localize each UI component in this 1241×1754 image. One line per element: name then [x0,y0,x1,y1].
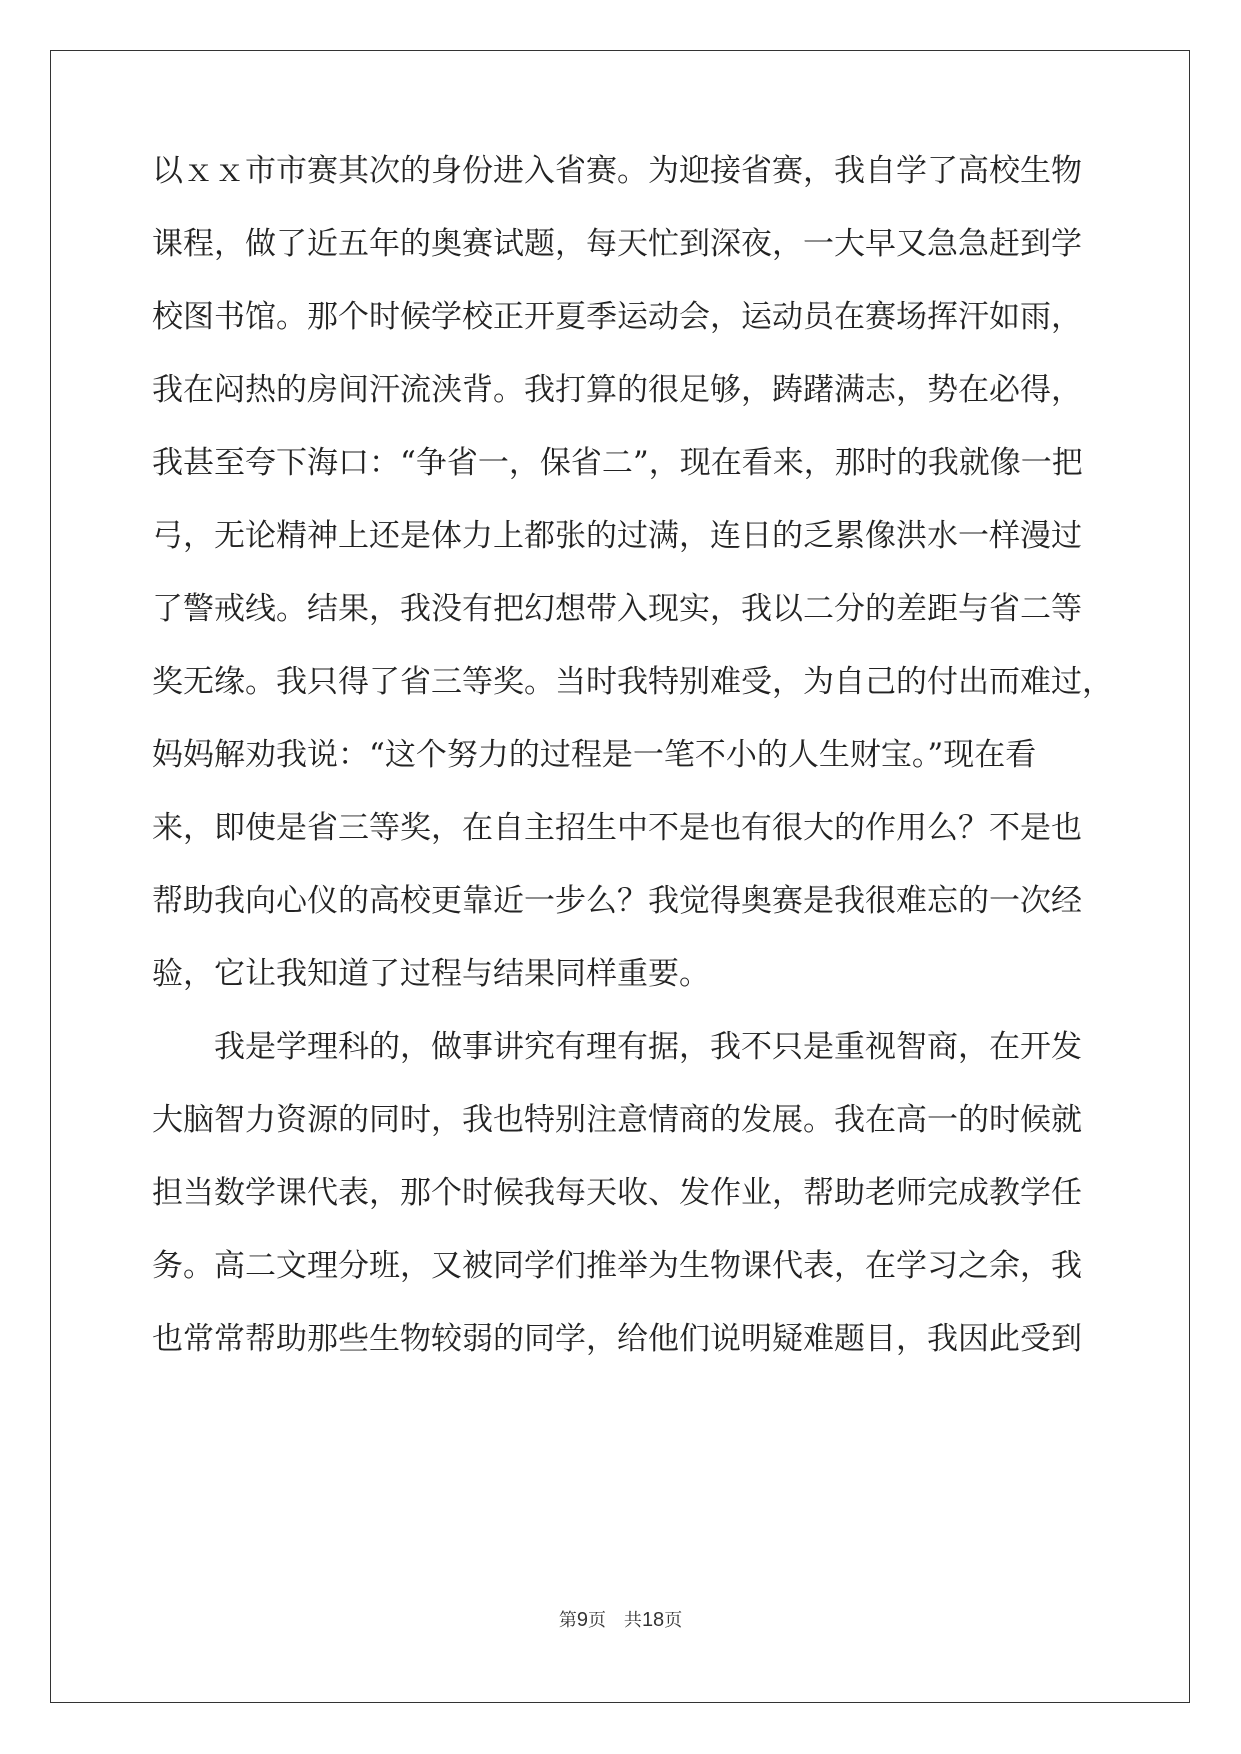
current-page-number: 9 [576,1609,588,1631]
text-line: 妈妈解劝我说：“这个努力的过程是一笔不小的人生财宝。”现在看 [152,737,1037,773]
footer-suffix: 页 [664,1610,683,1631]
text-line: 帮助我向心仪的高校更靠近一步么？我觉得奥赛是我很难忘的一次经 [152,883,1082,919]
text-line: 校图书馆。那个时候学校正开夏季运动会，运动员在赛场挥汗如雨， [152,299,1082,335]
text-line: 验，它让我知道了过程与结果同样重要。 [152,956,710,992]
text-line: 了警戒线。结果，我没有把幻想带入现实，我以二分的差距与省二等 [152,591,1082,627]
text-line: 大脑智力资源的同时，我也特别注意情商的发展。我在高一的时候就 [152,1102,1082,1138]
footer-mid: 页 共 [587,1610,642,1631]
text-line: 我甚至夸下海口：“争省一，保省二”，现在看来，那时的我就像一把 [152,445,1083,481]
text-line: 课程，做了近五年的奥赛试题，每天忙到深夜，一大早又急急赶到学 [152,226,1082,262]
text-line: 来，即使是省三等奖，在自主招生中不是也有很大的作用么？不是也 [152,810,1082,846]
text-line: 我在闷热的房间汗流浃背。我打算的很足够，踌躇满志，势在必得， [152,372,1082,408]
text-line: 以ｘｘ市市赛其次的身份进入省赛。为迎接省赛，我自学了高校生物 [152,153,1082,189]
text-line: 务。高二文理分班，又被同学们推举为生物课代表，在学习之余，我 [152,1248,1082,1284]
page-border [50,50,1190,1703]
text-line: 也常常帮助那些生物较弱的同学，给他们说明疑难题目，我因此受到 [152,1321,1082,1357]
total-page-count: 18 [641,1609,665,1631]
text-line: 奖无缘。我只得了省三等奖。当时我特别难受，为自己的付出而难过， [152,664,1113,700]
text-line: 弓，无论精神上还是体力上都张的过满，连日的乏累像洪水一样漫过 [152,518,1082,554]
paragraph-first-line: 我是学理科的，做事讲究有理有据，我不只是重视智商，在开发 [214,1029,1082,1065]
text-line: 担当数学课代表，那个时候我每天收、发作业，帮助老师完成教学任 [152,1175,1082,1211]
page-footer [0,1606,1241,1632]
footer-prefix: 第 [558,1610,577,1631]
